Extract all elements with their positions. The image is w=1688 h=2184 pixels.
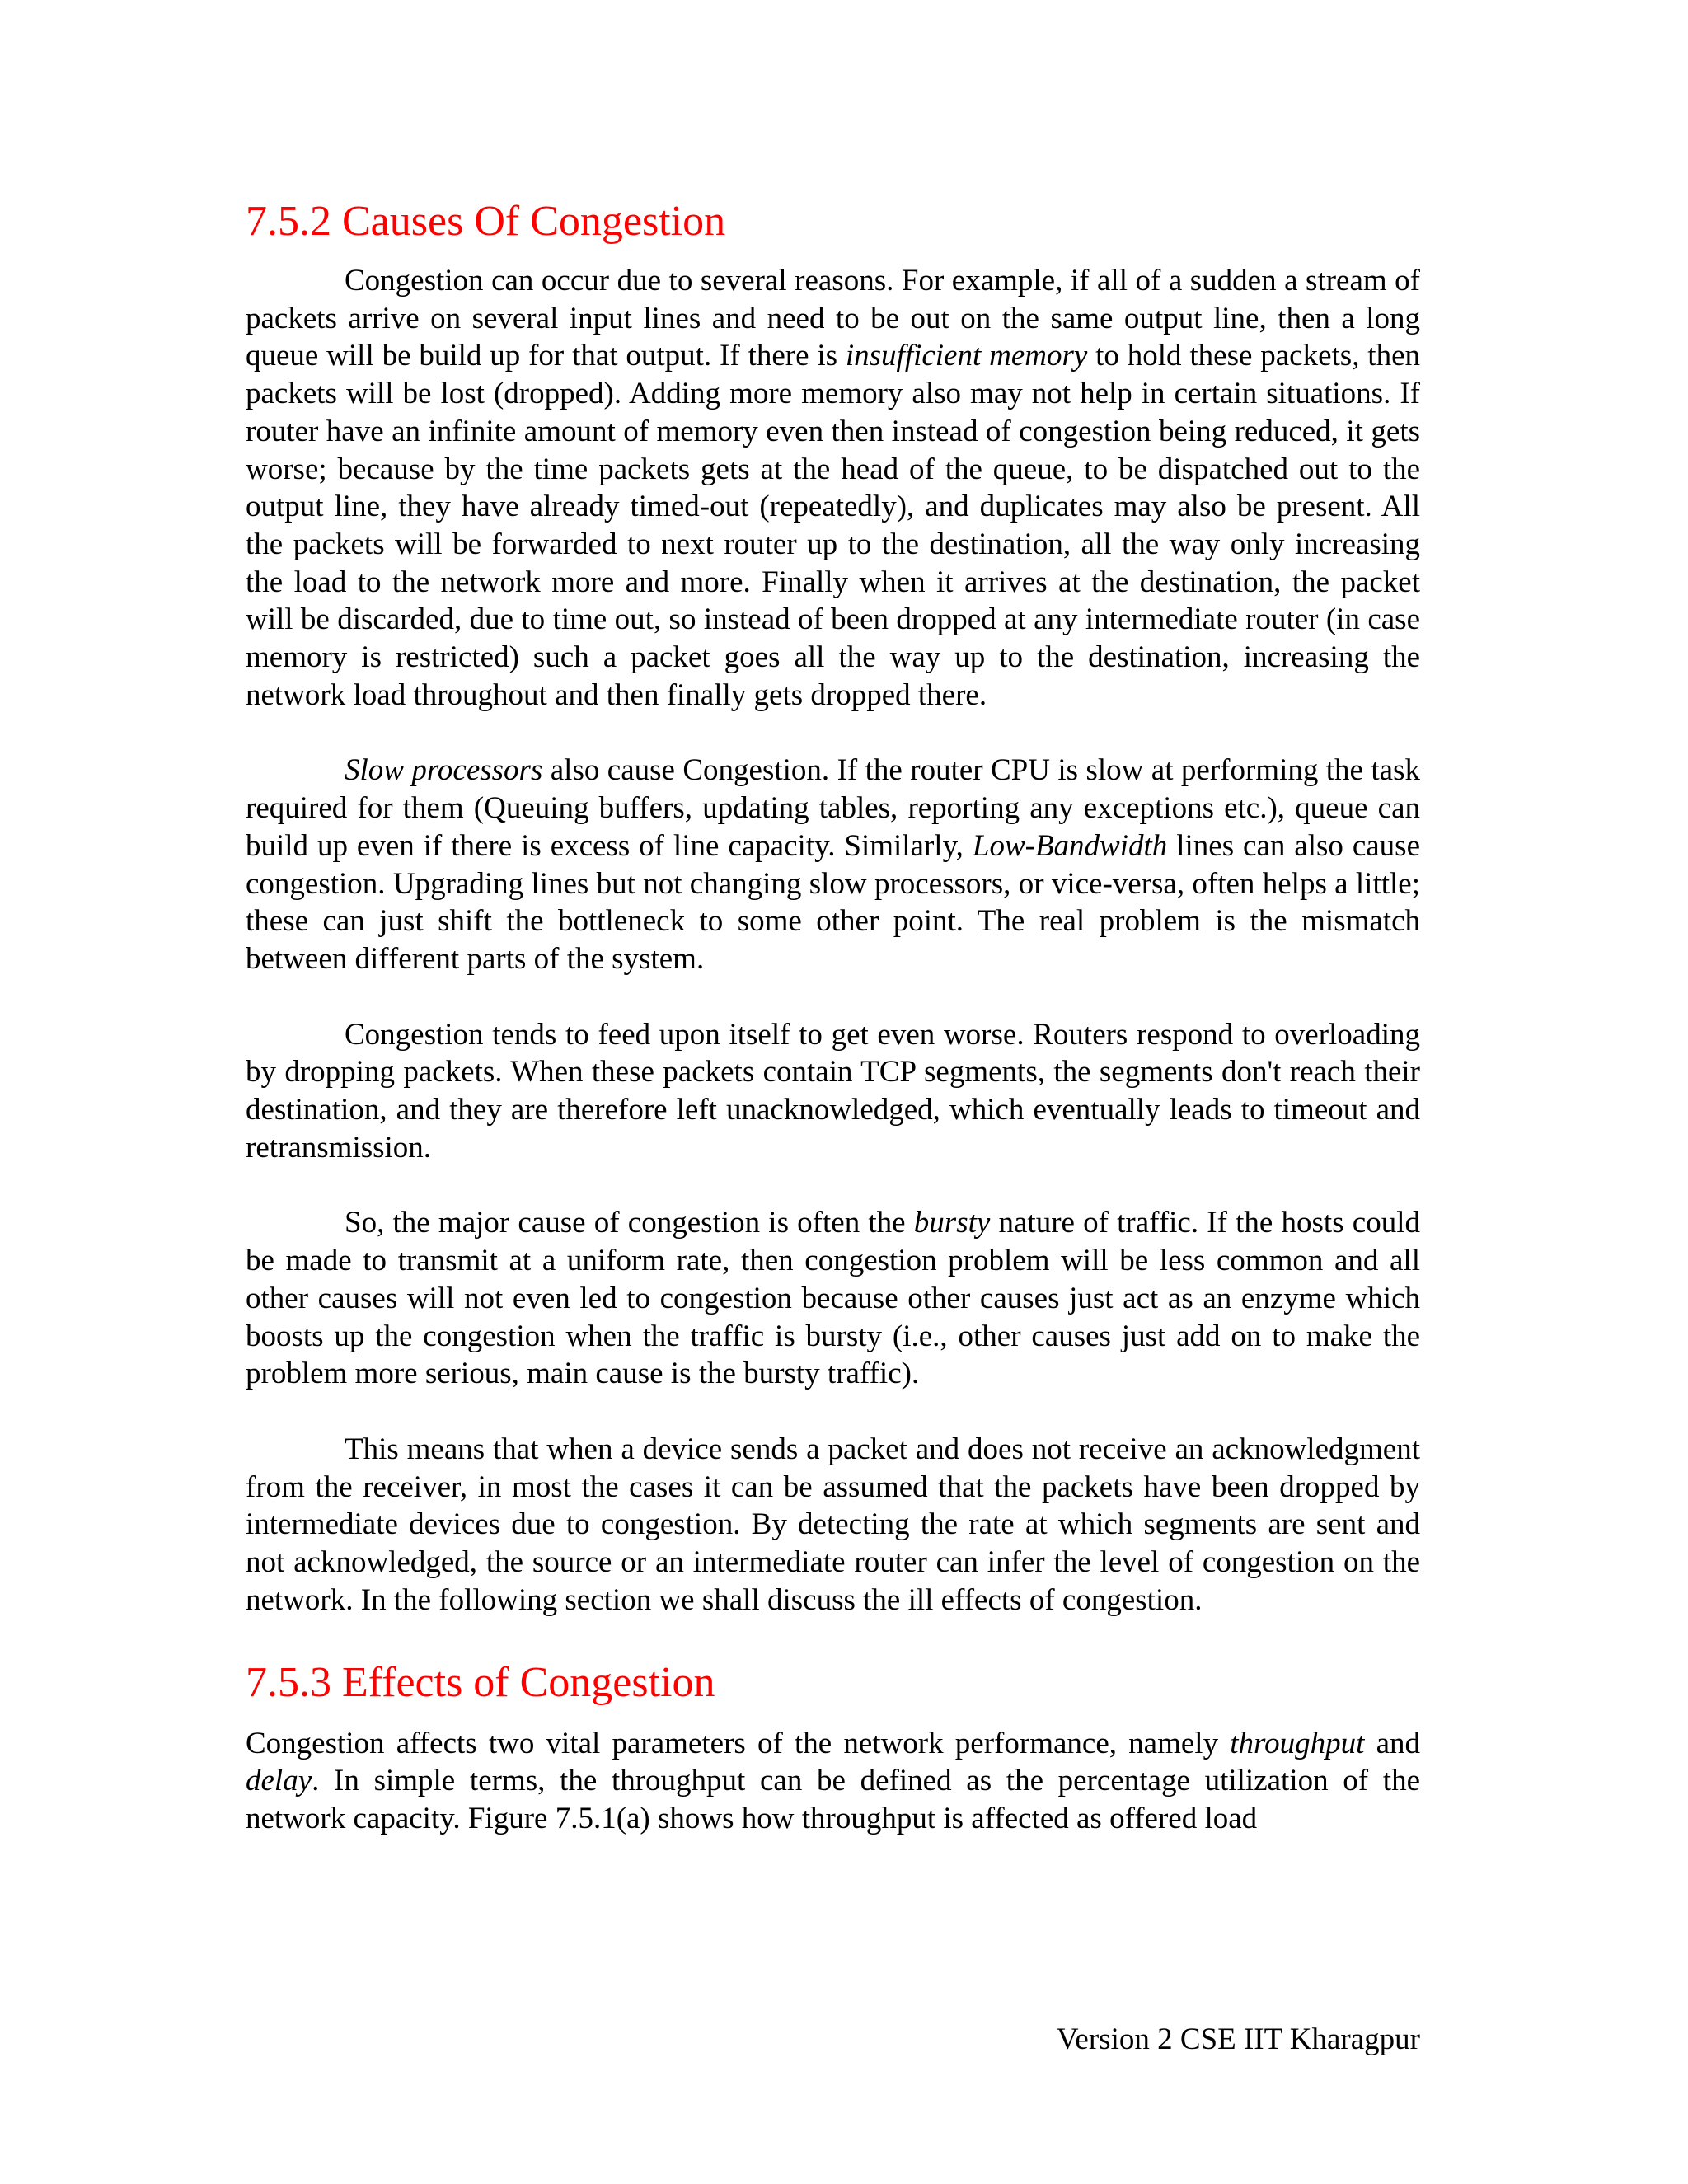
text-run: and <box>1364 1726 1420 1760</box>
italic-term: insufficient memory <box>845 339 1088 373</box>
section-heading-effects-of-congestion: 7.5.3 Effects of Congestion <box>246 1658 715 1706</box>
text-run: So, the major cause of congestion is often the <box>345 1206 914 1240</box>
paragraph-acknowledgment: This means that when a device sends a packet and does not receive an acknowledgment from the receiver, in most the cases it can be assumed that the packets have been dropped by intermediate devices due to congestion. By detecting the rate at which segments are sent and not acknowledged, the source or an intermediate router can infer the level of congestion on the network. In the following section we shall discuss the ill effects of congestion. <box>246 1432 1420 1617</box>
text-run: Congestion affects two vital parameters of the network performance, namely <box>246 1726 1231 1760</box>
text-run: nature of traffic. If the hosts could be made to transmit at a uniform rate, then congestion problem will be less common and all other causes will not even led to congestion because other causes just act as an enzyme which boosts up the congestion when the traffic is bursty (i.e., other causes just add on to make the problem more serious, main cause is the bursty traffic). <box>246 1206 1421 1391</box>
paragraph-effects-intro <box>246 1725 1420 1838</box>
section-heading-causes-of-congestion: 7.5.2 Causes Of Congestion <box>246 198 726 245</box>
text-run: Congestion can occur due to several reasons. For example, if all of a sudden a stream of packets arrive on several input lines and need to be out on the same output line, then a long queue will be build up for that output. If there is <box>246 264 1420 373</box>
text-run: . In simple terms, the throughput can be defined as the percentage utilization of the network capacity. Figure 7.5.1(a) shows how throughput is affected as offered load <box>246 1764 1420 1835</box>
paragraph-causes-intro <box>246 262 1420 714</box>
italic-term: throughput <box>1230 1726 1365 1760</box>
italic-term: delay <box>246 1764 312 1798</box>
text-run: lines can also cause congestion. Upgrading lines but not changing slow processors, or vice-versa, often helps a little; these can just shift the bottleneck to some other point. The real problem is the mismatch between different parts of the system. <box>246 828 1420 976</box>
paragraph-bursty-traffic <box>246 1204 1420 1393</box>
page-footer: Version 2 CSE IIT Kharagpur <box>1056 2022 1420 2056</box>
italic-term: bursty <box>913 1206 991 1240</box>
text-run: to hold these packets, then packets will be lost (dropped). Adding more memory also may not help in certain situations. If router have an infinite amount of memory even then instead of congestion being reduced, it gets worse; because by the time packets gets at the head of the queue, to be dispatched out to the output line, they have already timed-out (repeatedly), and duplicates may also be present. All the packets will be forwarded to next router up to the destination, all the way only increasing the load to the network more and more. Finally when it arrives at the destination, the packet will be discarded, due to time out, so instead of been dropped at any intermediate router (in case memory is restricted) such a packet goes all the way up to the destination, increasing the network load throughout and then finally gets dropped there. <box>246 339 1421 712</box>
text-run: also cause Congestion. If the router CPU is slow at performing the task required for them (Queuing buffers, updating tables, reporting any exceptions etc.), queue can build up even if there is excess of line capacity. Similarly, <box>246 753 1420 863</box>
italic-term: Low-Bandwidth <box>972 828 1168 863</box>
paragraph-slow-processors <box>246 752 1420 977</box>
page-body <box>246 196 1420 1838</box>
paragraph-feed-upon-itself: Congestion tends to feed upon itself to get even worse. Routers respond to overloading by dropping packets. When these packets contain TCP segments, the segments don't reach their destination, and they are therefore left unacknowledged, which eventually leads to timeout and retransmission. <box>246 1017 1420 1165</box>
italic-term: Slow processors <box>345 753 543 788</box>
